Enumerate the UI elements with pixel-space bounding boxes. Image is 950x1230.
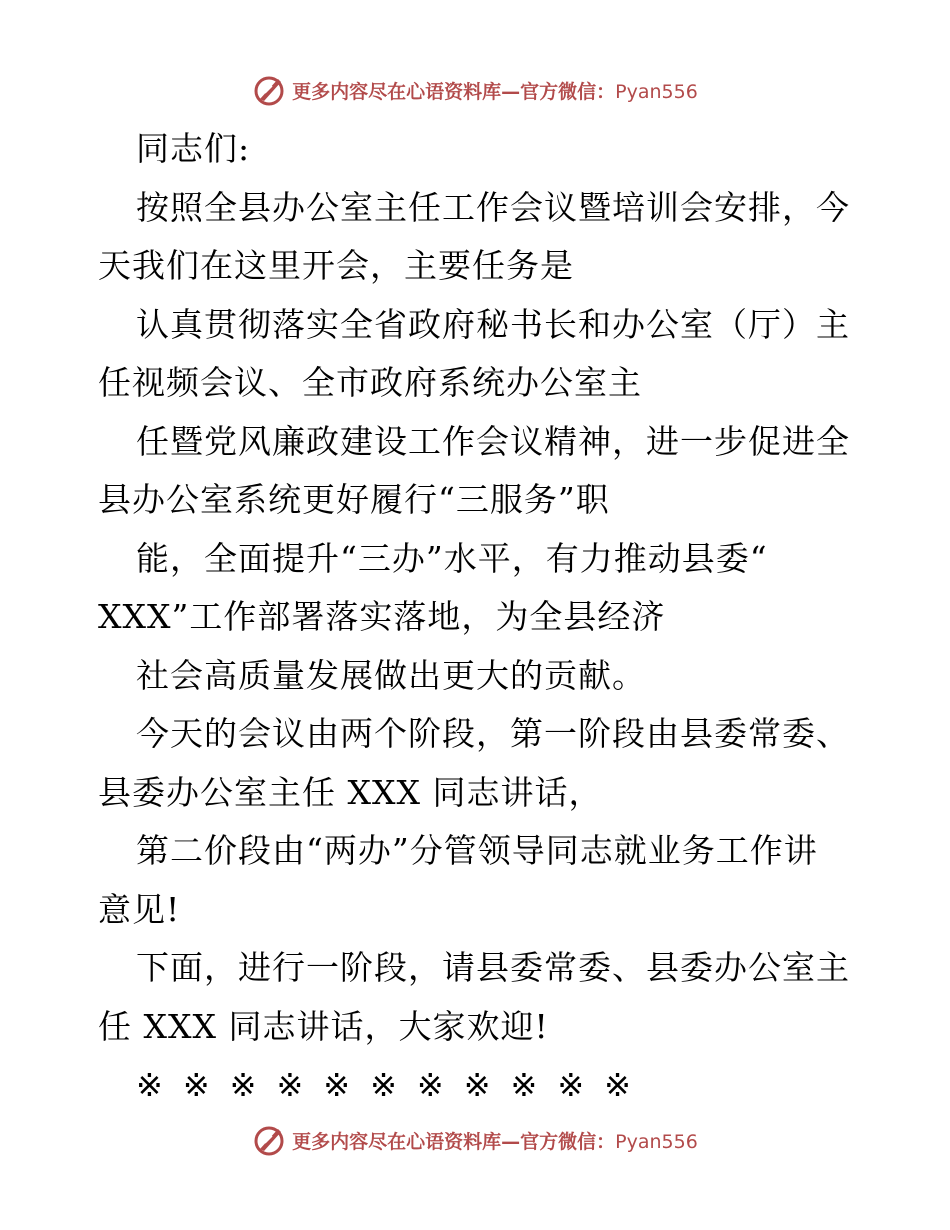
- paragraph-line: 县办公室系统更好履行“三服务”职: [98, 480, 610, 519]
- document-body: [98, 120, 858, 1115]
- paragraph-line: 下面，进行一阶段，请县委常委、县委办公室主: [136, 948, 850, 987]
- salutation: 同志们:: [136, 129, 251, 168]
- paragraph-line: 能，全面提升“三办”水平，有力推动县委“: [136, 538, 768, 578]
- paragraph-line: 任 XXX 同志讲话，大家欢迎!: [98, 1006, 549, 1046]
- paragraph-line: 县委办公室主任 XXX 同志讲话，: [98, 772, 603, 812]
- quill-logo-icon: [252, 1123, 286, 1157]
- paragraph-line: 任视频会议、全市政府系统办公室主: [98, 363, 642, 402]
- paragraph-line: 今天的会议由两个阶段，第一阶段由县委常委、: [136, 714, 850, 753]
- paragraph-line: 意见!: [98, 889, 181, 929]
- banner-text: 更多内容尽在心语资料库—官方微信：Pyan556: [292, 1130, 698, 1153]
- banner-text: 更多内容尽在心语资料库—官方微信：Pyan556: [292, 80, 698, 103]
- paragraph-line: XXX”工作部署落实落地，为全县经济: [98, 597, 666, 636]
- paragraph-line: 认真贯彻落实全省政府秘书长和办公室（厅）主: [136, 304, 850, 344]
- footer-watermark-banner: [0, 1120, 950, 1160]
- paragraph-line: 社会高质量发展做出更大的贡献。: [136, 655, 646, 695]
- quill-logo-icon: [252, 73, 286, 107]
- separator-marks: ※※※※※※※※※※※: [136, 1066, 651, 1104]
- paragraph-line: 任暨党风廉政建设工作会议精神，进一步促进全: [136, 421, 850, 461]
- paragraph-line: 天我们在这里开会，主要任务是: [98, 246, 574, 285]
- header-watermark-banner: [0, 70, 950, 110]
- paragraph-line: 第二价段由“两办”分管领导同志就业务工作讲: [136, 831, 818, 870]
- paragraph-line: 按照全县办公室主任工作会议暨培训会安排，今: [136, 187, 850, 227]
